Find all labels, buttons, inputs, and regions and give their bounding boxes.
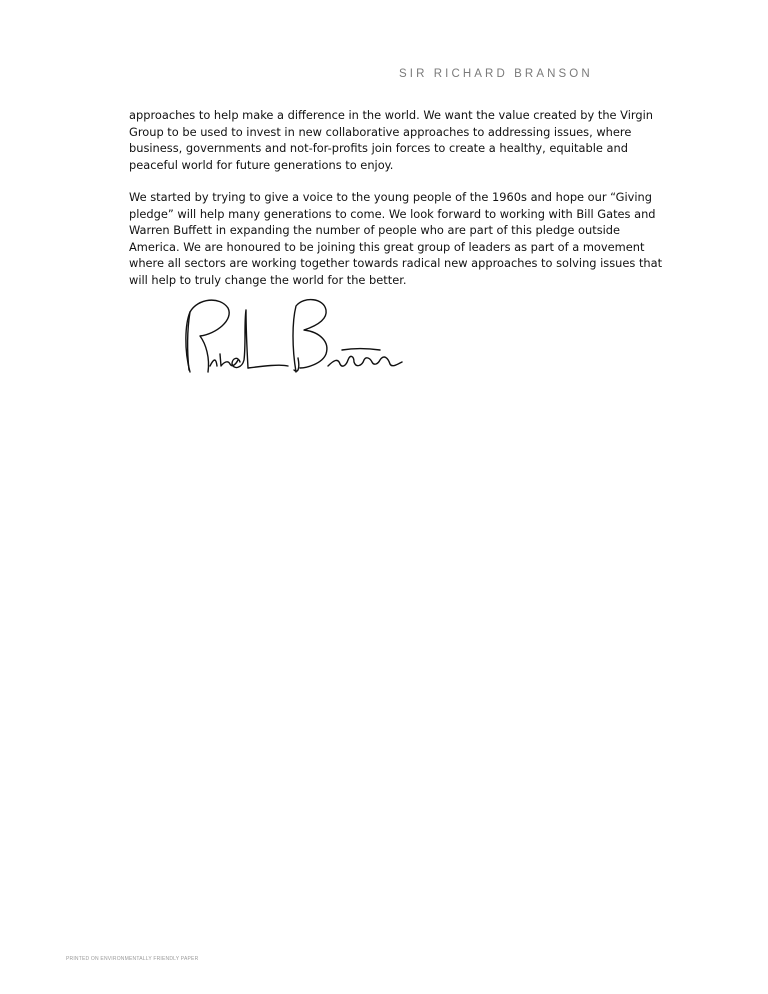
handwritten-signature: [176, 288, 412, 384]
footer-note: PRINTED ON ENVIRONMENTALLY FRIENDLY PAPER: [66, 956, 199, 962]
paragraph-2: We started by trying to give a voice to the young people of the 1960s and hope our “Giving pledge” will help many generations to come. We look forward to working with Bill Gates and Warren Buffett in expanding the number of people who are part of this pledge outside America. We are honoured to be joining this great group of leaders as part of a movement where all sectors are working together towards radical new approaches to solving issues that will help to truly change the world for the better.: [129, 190, 663, 287]
paragraph-1: approaches to help make a difference in the world. We want the value created by the Virgin Group to be used to invest in new collaborative approaches to addressing issues, where business, governments and not-for-profits join forces to create a healthy, equitable and peaceful world for future generations to enjoy.: [129, 108, 653, 172]
letter-body: [129, 107, 669, 304]
letterhead-name: SIR RICHARD BRANSON: [399, 68, 593, 80]
